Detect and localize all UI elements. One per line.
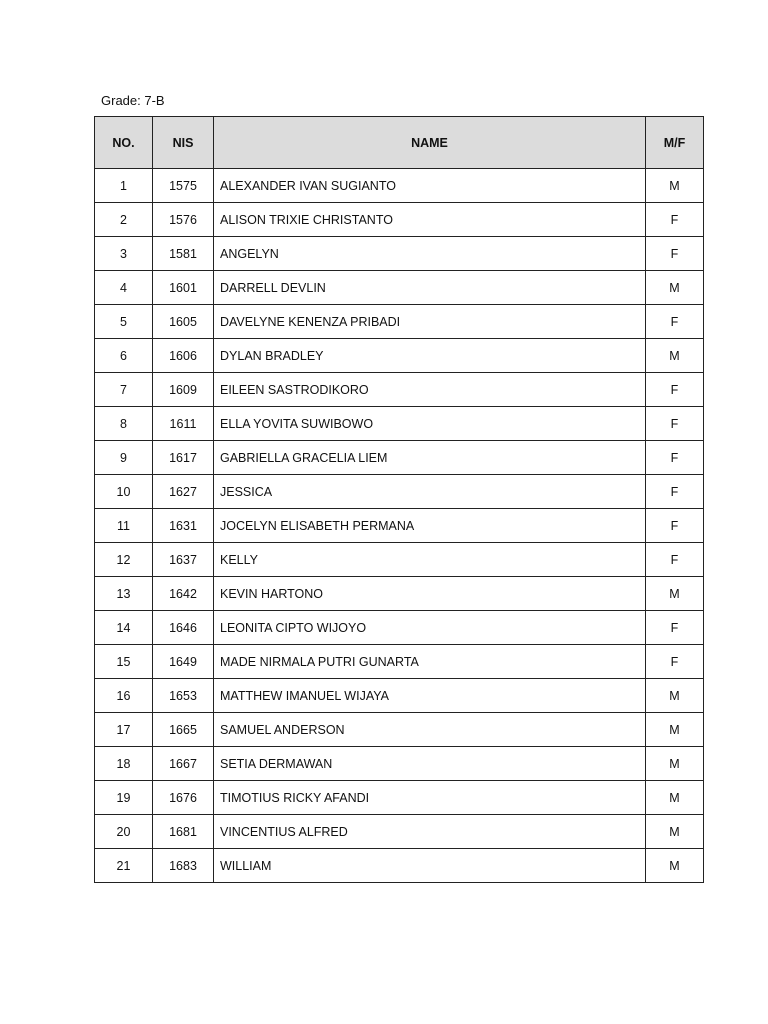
cell-mf: M — [646, 577, 704, 611]
table-row — [95, 543, 704, 577]
cell-nis: 1649 — [153, 645, 214, 679]
cell-nis: 1617 — [153, 441, 214, 475]
cell-no: 5 — [95, 305, 153, 339]
cell-nis: 1611 — [153, 407, 214, 441]
cell-name: MADE NIRMALA PUTRI GUNARTA — [214, 645, 646, 679]
cell-mf: M — [646, 815, 704, 849]
cell-mf: M — [646, 781, 704, 815]
cell-no: 12 — [95, 543, 153, 577]
cell-no: 1 — [95, 169, 153, 203]
cell-name: JOCELYN ELISABETH PERMANA — [214, 509, 646, 543]
cell-no: 16 — [95, 679, 153, 713]
cell-nis: 1665 — [153, 713, 214, 747]
cell-no: 18 — [95, 747, 153, 781]
cell-mf: F — [646, 441, 704, 475]
cell-no: 19 — [95, 781, 153, 815]
cell-no: 13 — [95, 577, 153, 611]
cell-no: 3 — [95, 237, 153, 271]
cell-nis: 1653 — [153, 679, 214, 713]
table-row — [95, 441, 704, 475]
table-row — [95, 849, 704, 883]
table-row — [95, 169, 704, 203]
table-row — [95, 713, 704, 747]
cell-name: SETIA DERMAWAN — [214, 747, 646, 781]
cell-mf: F — [646, 203, 704, 237]
cell-mf: M — [646, 849, 704, 883]
cell-name: MATTHEW IMANUEL WIJAYA — [214, 679, 646, 713]
table-row — [95, 781, 704, 815]
cell-name: WILLIAM — [214, 849, 646, 883]
cell-mf: F — [646, 543, 704, 577]
cell-nis: 1601 — [153, 271, 214, 305]
cell-no: 11 — [95, 509, 153, 543]
column-header-nis: NIS — [153, 117, 214, 169]
table-row — [95, 747, 704, 781]
cell-mf: M — [646, 679, 704, 713]
cell-name: EILEEN SASTRODIKORO — [214, 373, 646, 407]
cell-mf: M — [646, 169, 704, 203]
cell-no: 17 — [95, 713, 153, 747]
student-roster-table — [94, 116, 704, 883]
cell-mf: F — [646, 645, 704, 679]
table-row — [95, 577, 704, 611]
table-row — [95, 237, 704, 271]
table-row — [95, 339, 704, 373]
cell-mf: M — [646, 271, 704, 305]
cell-name: LEONITA CIPTO WIJOYO — [214, 611, 646, 645]
cell-name: KEVIN HARTONO — [214, 577, 646, 611]
cell-mf: M — [646, 339, 704, 373]
grade-label: Grade: 7-B — [101, 93, 165, 108]
table-row — [95, 645, 704, 679]
cell-mf: F — [646, 305, 704, 339]
cell-mf: F — [646, 407, 704, 441]
table-row — [95, 815, 704, 849]
cell-mf: F — [646, 237, 704, 271]
cell-nis: 1581 — [153, 237, 214, 271]
header-row — [95, 117, 704, 169]
cell-mf: F — [646, 611, 704, 645]
cell-no: 2 — [95, 203, 153, 237]
table-row — [95, 305, 704, 339]
cell-name: KELLY — [214, 543, 646, 577]
cell-mf: F — [646, 509, 704, 543]
cell-nis: 1681 — [153, 815, 214, 849]
cell-name: TIMOTIUS RICKY AFANDI — [214, 781, 646, 815]
cell-no: 20 — [95, 815, 153, 849]
cell-nis: 1631 — [153, 509, 214, 543]
cell-name: DYLAN BRADLEY — [214, 339, 646, 373]
cell-name: ELLA YOVITA SUWIBOWO — [214, 407, 646, 441]
cell-nis: 1683 — [153, 849, 214, 883]
cell-name: DAVELYNE KENENZA PRIBADI — [214, 305, 646, 339]
column-header-no: NO. — [95, 117, 153, 169]
cell-no: 7 — [95, 373, 153, 407]
cell-nis: 1605 — [153, 305, 214, 339]
cell-mf: F — [646, 373, 704, 407]
table-row — [95, 203, 704, 237]
table-body — [95, 169, 704, 883]
table-row — [95, 611, 704, 645]
cell-name: SAMUEL ANDERSON — [214, 713, 646, 747]
cell-no: 8 — [95, 407, 153, 441]
table-row — [95, 509, 704, 543]
cell-name: GABRIELLA GRACELIA LIEM — [214, 441, 646, 475]
column-header-mf: M/F — [646, 117, 704, 169]
cell-name: DARRELL DEVLIN — [214, 271, 646, 305]
cell-nis: 1576 — [153, 203, 214, 237]
cell-mf: F — [646, 475, 704, 509]
cell-name: ANGELYN — [214, 237, 646, 271]
cell-no: 6 — [95, 339, 153, 373]
cell-nis: 1575 — [153, 169, 214, 203]
cell-nis: 1606 — [153, 339, 214, 373]
cell-nis: 1637 — [153, 543, 214, 577]
cell-mf: M — [646, 713, 704, 747]
cell-no: 10 — [95, 475, 153, 509]
cell-no: 9 — [95, 441, 153, 475]
table-row — [95, 373, 704, 407]
table-row — [95, 475, 704, 509]
table-row — [95, 407, 704, 441]
cell-name: ALEXANDER IVAN SUGIANTO — [214, 169, 646, 203]
cell-no: 15 — [95, 645, 153, 679]
table-row — [95, 679, 704, 713]
cell-nis: 1627 — [153, 475, 214, 509]
column-header-name: NAME — [214, 117, 646, 169]
cell-nis: 1609 — [153, 373, 214, 407]
cell-no: 14 — [95, 611, 153, 645]
cell-name: ALISON TRIXIE CHRISTANTO — [214, 203, 646, 237]
cell-mf: M — [646, 747, 704, 781]
cell-nis: 1676 — [153, 781, 214, 815]
table-row — [95, 271, 704, 305]
cell-name: JESSICA — [214, 475, 646, 509]
cell-nis: 1642 — [153, 577, 214, 611]
cell-nis: 1667 — [153, 747, 214, 781]
table-header — [95, 117, 704, 169]
cell-nis: 1646 — [153, 611, 214, 645]
cell-no: 21 — [95, 849, 153, 883]
cell-name: VINCENTIUS ALFRED — [214, 815, 646, 849]
cell-no: 4 — [95, 271, 153, 305]
